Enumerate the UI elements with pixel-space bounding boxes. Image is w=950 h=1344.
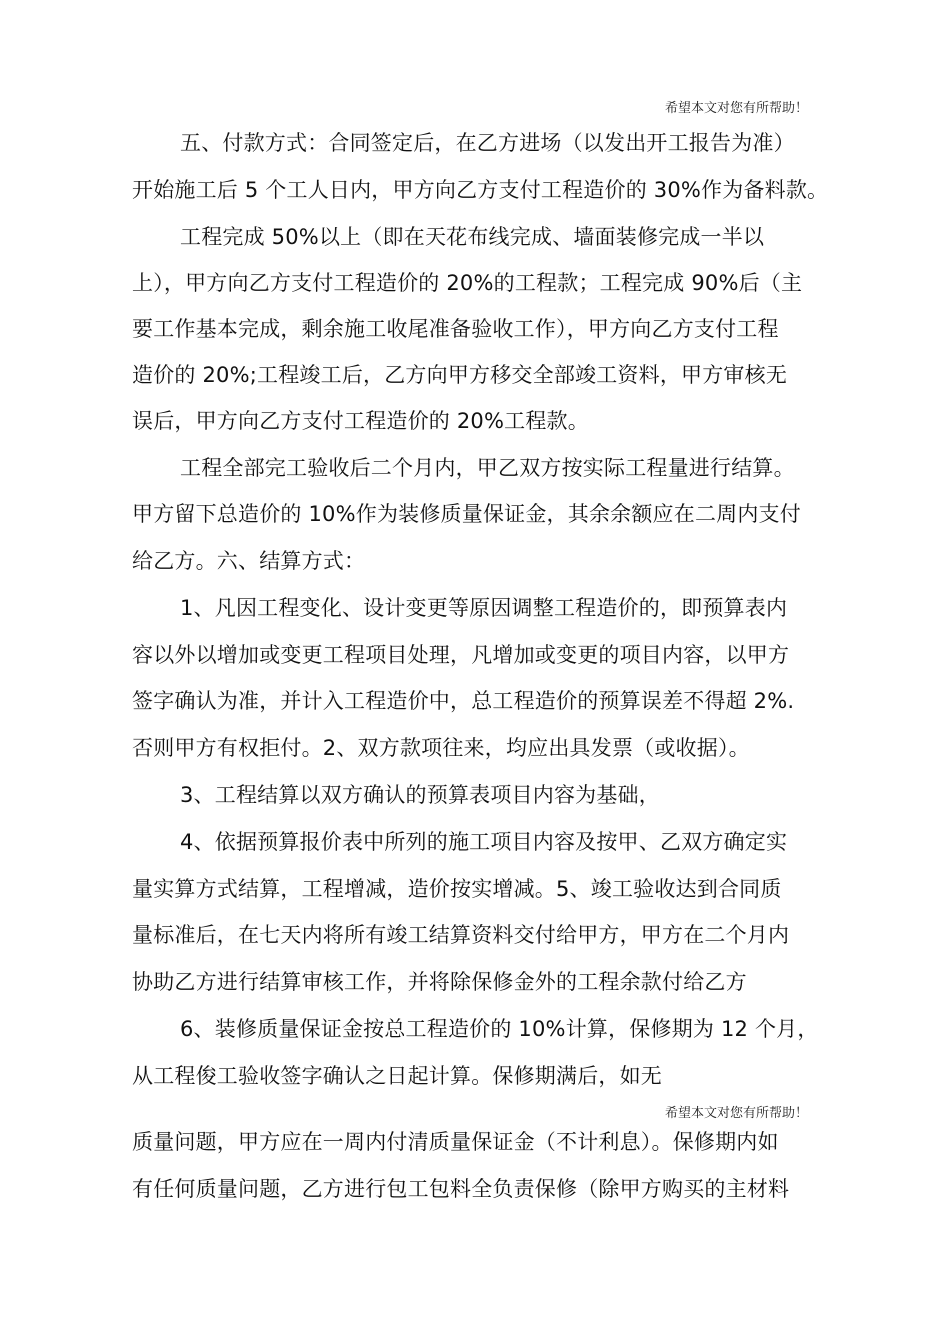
paragraph-line: 3、工程结算以双方确认的预算表项目内容为基础，: [180, 783, 660, 807]
paragraph-line: 6、装修质量保证金按总工程造价的 10%计算，保修期为 12 个月，: [180, 1017, 819, 1041]
paragraph-line: 签字确认为准，并计入工程造价中，总工程造价的预算误差不得超 2%.: [132, 689, 795, 713]
paragraph-line: 质量问题，甲方应在一周内付清质量保证金（不计利息）。保修期内如: [132, 1130, 779, 1154]
paragraph-line: 量标准后，在七天内将所有竣工结算资料交付给甲方，甲方在二个月内: [132, 923, 790, 947]
paragraph-line: 误后，甲方向乙方支付工程造价的 20%工程款。: [132, 409, 589, 433]
paragraph-line: 要工作基本完成，剩余施工收尾准备验收工作），甲方向乙方支付工程: [132, 317, 779, 341]
paragraph-line: 给乙方。六、结算方式：: [132, 549, 366, 573]
paragraph-line: 否则甲方有权拒付。2、双方款项往来，均应出具发票（或收据）。: [132, 736, 750, 760]
paragraph-line: 工程全部完工验收后二个月内，甲乙双方按实际工程量进行结算。: [180, 456, 795, 480]
paragraph-line: 工程完成 50%以上（即在天花布线完成、墙面装修完成一半以: [180, 225, 765, 249]
paragraph-line: 有任何质量问题，乙方进行包工包料全负责保修（除甲方购买的主材料: [132, 1177, 790, 1201]
paragraph-line: 造价的 20%;工程竣工后，乙方向甲方移交全部竣工资料，甲方审核无: [132, 363, 788, 387]
page-break-note: 希望本文对您有所帮助！: [664, 1106, 808, 1121]
paragraph-line: 从工程俊工验收签字确认之日起计算。保修期满后，如无: [132, 1064, 662, 1088]
paragraph-line: 甲方留下总造价的 10%作为装修质量保证金，其余余额应在二周内支付: [132, 502, 801, 526]
paragraph-line: 容以外以增加或变更工程项目处理，凡增加或变更的项目内容，以甲方: [132, 643, 790, 667]
paragraph-line: 协助乙方进行结算审核工作，并将除保修金外的工程余款付给乙方: [132, 970, 747, 994]
paragraph-line: 开始施工后 5 个工人日内，甲方向乙方支付工程造价的 30%作为备料款。: [132, 178, 829, 202]
paragraph-line: 量实算方式结算，工程增减，造价按实增减。5、竣工验收达到合同质: [132, 877, 782, 901]
paragraph-line: 4、依据预算报价表中所列的施工项目内容及按甲、乙双方确定实: [180, 830, 788, 854]
paragraph-line: 五、付款方式：合同签定后，在乙方进场（以发出开工报告为准）: [180, 131, 795, 155]
header-note: 希望本文对您有所帮助！: [664, 101, 808, 116]
paragraph-line: 1、凡因工程变化、设计变更等原因调整工程造价的，即预算表内: [180, 596, 788, 620]
paragraph-line: 上），甲方向乙方支付工程造价的 20%的工程款；工程完成 90%后（主: [132, 271, 803, 295]
